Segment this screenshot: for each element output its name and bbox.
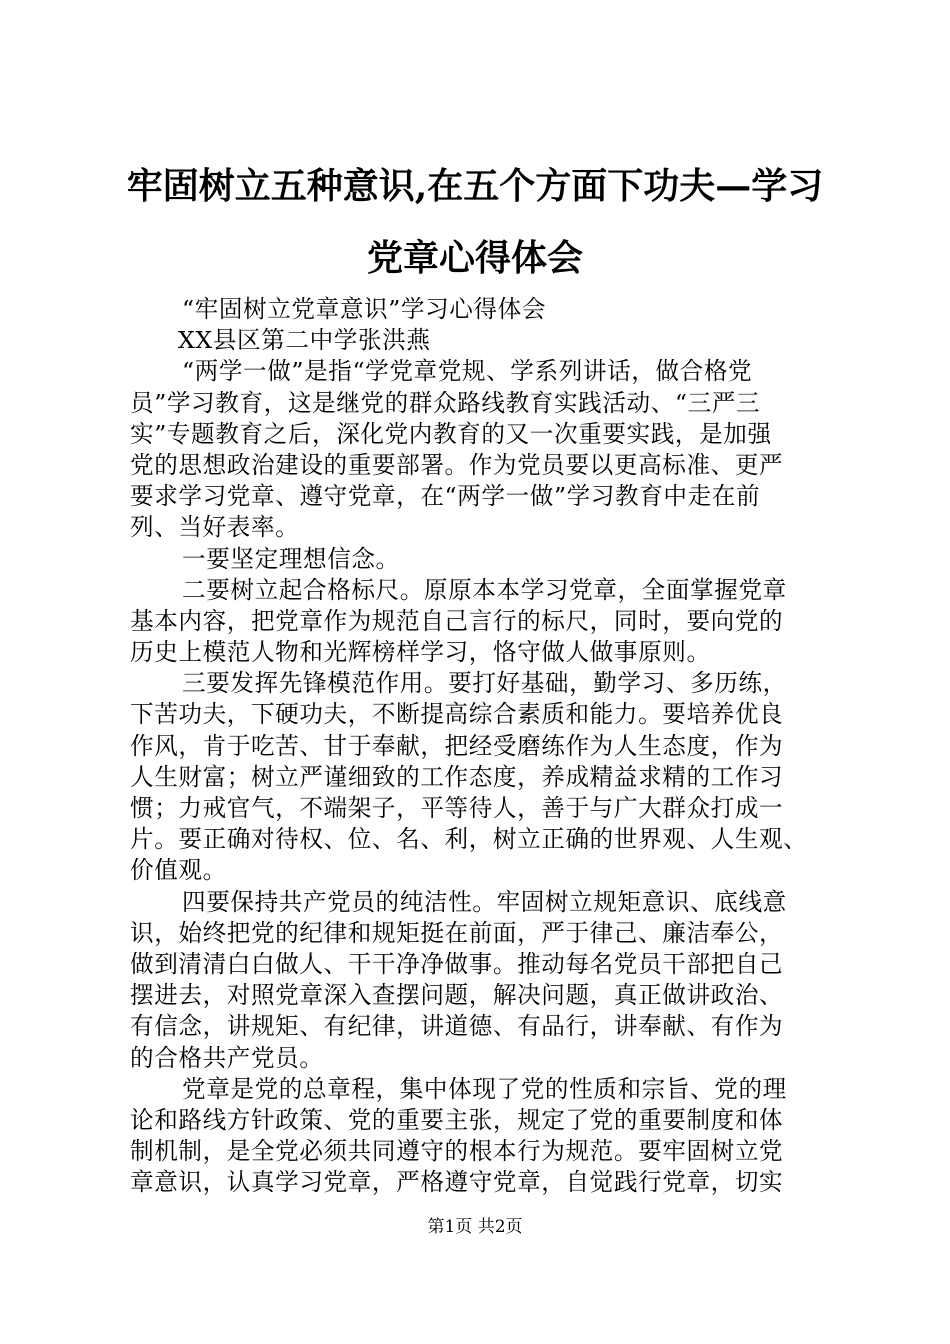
text-line: 员”学习教育，这是继党的群众路线教育实践活动、“三严三 (130, 388, 761, 417)
text-line: 片。要正确对待权、位、名、利，树立正确的世界观、人生观、 (130, 825, 808, 854)
text-line: 做到清清白白做人、干干净净做事。推动每名党员干部把自己 (130, 949, 784, 978)
page-footer: 第1页 共2页 (427, 1217, 523, 1237)
text-line: 历史上模范人物和光辉榜样学习，恪守做人做事原则。 (130, 638, 711, 667)
text-line: 四要保持共产党员的纯洁性。牢固树立规矩意识、底线意 (182, 887, 787, 916)
text-line: 章意识，认真学习党章，严格遵守党章，自觉践行党章，切实 (130, 1168, 784, 1197)
text-line: 有信念，讲规矩、有纪律，讲道德、有品行，讲奉献、有作为 (130, 1012, 784, 1041)
title-line-1: 牢固树立五种意识,在五个方面下功夫—学习 (126, 165, 824, 207)
text-line: 论和路线方针政策、党的重要主张，规定了党的重要制度和体 (130, 1105, 784, 1134)
text-line: 要求学习党章、遵守党章，在“两学一做”学习教育中走在前 (130, 482, 761, 511)
text-line: 的合格共产党员。 (130, 1043, 324, 1072)
text-line: 一要坚定理想信念。 (182, 544, 400, 573)
text-line: XX县区第二中学张洪燕 (178, 326, 431, 355)
document-body (130, 294, 835, 1198)
text-line: 制机制，是全党必须共同遵守的根本行为规范。要牢固树立党 (130, 1137, 784, 1166)
text-line: 识，始终把党的纪律和规矩挺在前面，严于律己、廉洁奉公， (130, 918, 784, 947)
text-line: “两学一做”是指“学党章党规、学系列讲话，做合格党 (182, 357, 753, 386)
text-line: 惯；力戒官气，不端架子，平等待人，善于与广大群众打成一 (130, 794, 784, 822)
text-line: 党的思想政治建设的重要部署。作为党员要以更高标准、更严 (130, 450, 784, 479)
text-line: 摆进去，对照党章深入查摆问题，解决问题，真正做讲政治、 (130, 981, 784, 1010)
document-title (60, 150, 890, 294)
title-line-2: 党章心得体会 (366, 237, 583, 279)
text-line: 价值观。 (130, 856, 227, 885)
text-line: 党章是党的总章程，集中体现了党的性质和宗旨、党的理 (182, 1074, 787, 1103)
text-line: 人生财富；树立严谨细致的工作态度，养成精益求精的工作习 (130, 762, 784, 791)
text-line: 三要发挥先锋模范作用。要打好基础，勤学习、多历练， (182, 669, 787, 698)
text-line: “牢固树立党章意识”学习心得体会 (182, 295, 547, 323)
text-line: 基本内容，把党章作为规范自己言行的标尺，同时，要向党的 (130, 606, 784, 635)
text-line: 实”专题教育之后，深化党内教育的又一次重要实践，是加强 (130, 419, 772, 448)
text-line: 作风，肯于吃苦、甘于奉献，把经受磨练作为人生态度，作为 (130, 731, 784, 760)
text-line: 列、当好表率。 (130, 513, 300, 542)
text-line: 下苦功夫，下硬功夫，不断提高综合素质和能力。要培养优良 (130, 700, 784, 729)
text-line: 二要树立起合格标尺。原原本本学习党章，全面掌握党章 (182, 575, 787, 604)
